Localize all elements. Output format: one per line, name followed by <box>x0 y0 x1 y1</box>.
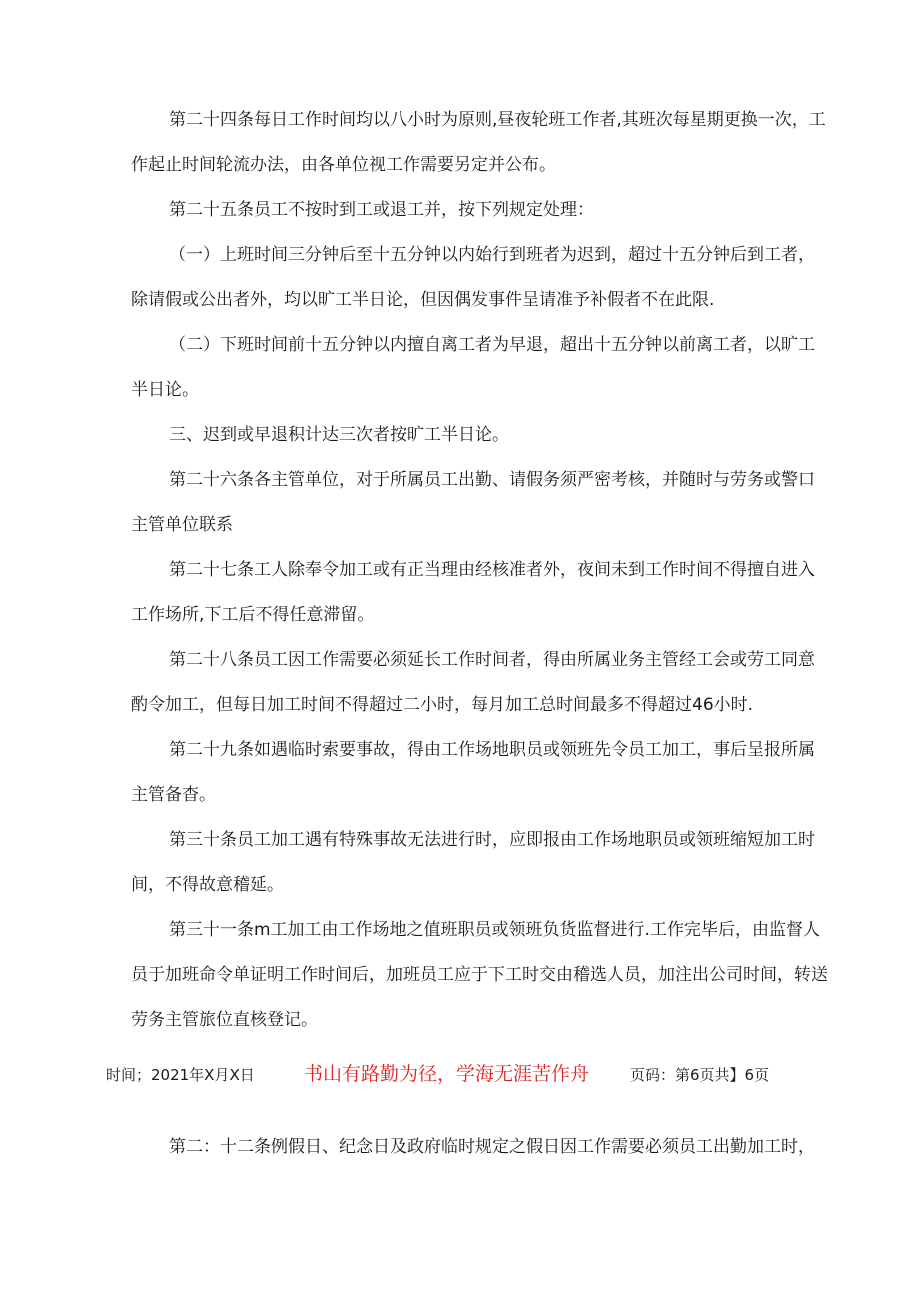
article-25-paragraph: 第二十五条员工不按时到工或退工并，按下列规定处理： <box>169 200 594 220</box>
article-24-paragraph: 第二十四条每日工作时间均以八小时为原则,昼夜轮班工作者,其班次每星期更换一次，工作起止时间轮流办法，由各单位视工作需要另定并公布。 <box>131 110 826 175</box>
article-25-item-3-paragraph: 三、迟到或早退积计达三次者按旷工半日论。 <box>169 425 509 445</box>
article-29-paragraph: 第二十九条如遇临时索要事故，得由工作场地职员或领班先令员工加工，事后呈报所属主管备杳。 <box>131 740 815 805</box>
article-26-paragraph: 第二十六条各主管单位，对于所属员工出勤、请假务须严密考核，并随时与劳务或警口主管单位联系 <box>131 470 815 535</box>
footer-motto: 书山有路勤为径，学海无涯苦作舟 <box>304 1063 590 1085</box>
article-32-paragraph: 第二：十二条例假日、纪念日及政府临时规定之假日因工作需要必须员工出勤加工时， <box>169 1137 815 1157</box>
article-30-paragraph: 第三十条员工加工遇有特殊事故无法进行时，应即报由工作场地职员或领班缩短加工时间，不得故意稽延。 <box>131 830 815 895</box>
article-25-item-2-paragraph: （二）下班时间前十五分钟以内擅自离工者为早退，超出十五分钟以前离工者，以旷工半日论。 <box>131 335 815 400</box>
article-31-paragraph: 第三十一条m工加工由工作场地之值班职员或领班负货监督进行.工作完毕后，由监督人员于加班命令单证明工作时间后，加班员工应于下工时交由稽选人员，加注出公司时间，转送劳务主管旅位直核登记。 <box>131 920 828 1030</box>
article-25-item-1-paragraph: （一）上班时间三分钟后至十五分钟以内始行到班者为迟到，超过十五分钟后到工者，除请假或公出者外，均以旷工半日论，但因偶发事件呈请准予补假者不在此限. <box>131 245 815 310</box>
footer-date: 时间；2021年X月X日 <box>106 1066 255 1084</box>
footer-page-number: 页码：第6页共】6页 <box>630 1066 770 1084</box>
article-27-paragraph: 第二十七条工人除奉令加工或有正当理由经核准者外，夜间未到工作时间不得擅自进入工作场所,下工后不得任意滞留。 <box>131 560 815 625</box>
page-footer <box>106 1055 806 1095</box>
article-28-paragraph: 第二十八条员工因工作需要必须延长工作时间者，得由所属业务主管经工会或劳工同意酌令加工，但每日加工时间不得超过二小时，每月加工总时间最多不得超过46小时. <box>131 650 815 715</box>
